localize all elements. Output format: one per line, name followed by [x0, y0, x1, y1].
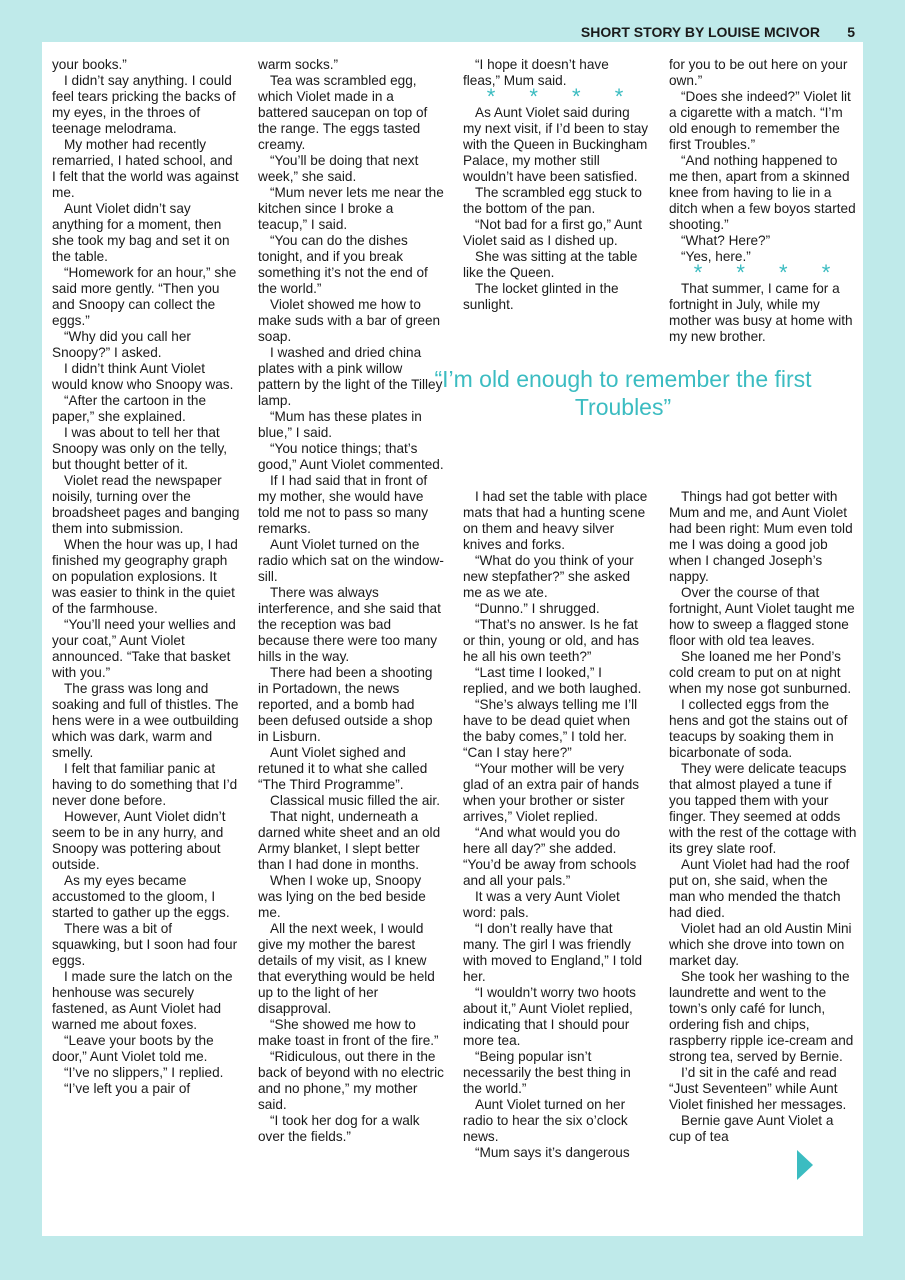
paragraph: Aunt Violet turned on her radio to hear the six o’clock news. [463, 1097, 628, 1144]
paragraph: “After the cartoon in the paper,” she explained. [52, 393, 207, 424]
column-4-bottom [669, 489, 857, 1145]
paragraph: Bernie gave Aunt Violet a cup of tea [669, 1113, 834, 1144]
paragraph: “Leave your boots by the door,” Aunt Violet told me. [52, 1033, 214, 1064]
paragraph: “Last time I looked,” I replied, and we both laughed. [463, 665, 642, 696]
paragraph: “Ridiculous, out there in the back of beyond with no electric and no phone,” my mother said. [258, 1049, 444, 1112]
right-arrow-icon [797, 1150, 813, 1180]
paragraph: My mother had recently remarried, I hated school, and I felt that the world was against me. [52, 137, 239, 200]
paragraph: “And nothing happened to me then, apart from a skinned knee from having to lie in a ditch when a few boyos started shooting.” [669, 153, 856, 232]
paragraph: “I don’t really have that many. The girl I was friendly with moved to England,” I told her. [463, 921, 643, 984]
paragraph: There was a bit of squawking, but I soon had four eggs. [52, 921, 238, 968]
paragraph: “What? Here?” [681, 233, 771, 248]
paragraph: Violet showed me how to make suds with a bar of green soap. [258, 297, 441, 344]
paragraph: “You’ll be doing that next week,” she said. [258, 153, 419, 184]
paragraph: The scrambled egg stuck to the bottom of the pan. [463, 185, 642, 216]
paragraph: The locket glinted in the sunlight. [463, 281, 619, 312]
paragraph: They were delicate teacups that almost played a tune if you tapped them with your finger. They seemed at odds with the rest of the cottage with its grey slate roof. [669, 761, 857, 856]
paragraph: Over the course of that fortnight, Aunt Violet taught me how to sweep a flagged stone floor with old tea leaves. [669, 585, 855, 648]
paragraph: “You’ll need your wellies and your coat,” Aunt Violet announced. “Take that basket with you.” [52, 617, 236, 680]
paragraph: “That’s no answer. Is he fat or thin, young or old, and has he all his own teeth?” [463, 617, 640, 664]
paragraph: I made sure the latch on the henhouse was securely fastened, as Aunt Violet had warned me about foxes. [52, 969, 233, 1032]
paragraph: “I hope it doesn’t have fleas,” Mum said. [463, 57, 609, 88]
paragraph: I didn’t think Aunt Violet would know who Snoopy was. [52, 361, 234, 392]
paragraph: “Your mother will be very glad of an extra pair of hands when your brother or sister arrives,” Violet replied. [463, 761, 640, 824]
paragraph: “Mum says it’s dangerous [475, 1145, 630, 1160]
paragraph: “I’ve left you a pair of [64, 1081, 191, 1096]
paragraph: However, Aunt Violet didn’t seem to be in any hurry, and Snoopy was pottering about outside. [52, 809, 226, 872]
paragraph: She was sitting at the table like the Queen. [463, 249, 638, 280]
column-3-top [463, 57, 649, 313]
paragraph: The grass was long and soaking and full of thistles. The hens were in a wee outbuilding which was dark, warm and smelly. [52, 681, 239, 760]
column-1 [52, 57, 240, 1097]
paragraph: your books.” [52, 57, 127, 72]
paragraph: As Aunt Violet said during my next visit, if I’d been to stay with the Queen in Buckingham Palace, my mother still wouldn’t have been satisfied. [463, 105, 649, 184]
column-2 [258, 57, 444, 1145]
paragraph: “She’s always telling me I’ll have to be dead quiet when the baby comes,” I told her. “Can I stay here?” [463, 697, 638, 760]
paragraph: Aunt Violet turned on the radio which sat on the window-sill. [258, 537, 444, 584]
paragraph: She took her washing to the laundrette and went to the town’s only café for lunch, ordering fish and chips, raspberry ripple ice-cream and strong tea, served by Bernie. [669, 969, 854, 1064]
paragraph: Aunt Violet didn’t say anything for a moment, then she took my bag and set it on the table. [52, 201, 230, 264]
paragraph: “What do you think of your new stepfather?” she asked me as we ate. [463, 553, 634, 600]
paragraph: I had set the table with place mats that had a hunting scene on them and heavy silver knives and forks. [463, 489, 648, 552]
paragraph: I was about to tell her that Snoopy was only on the telly, but thought better of it. [52, 425, 228, 472]
paragraph: That night, underneath a darned white sheet and an old Army blanket, I slept better than I had done in months. [258, 809, 441, 872]
paragraph: It was a very Aunt Violet word: pals. [463, 889, 620, 920]
paragraph: “Yes, here.” [681, 249, 751, 264]
paragraph: warm socks.” [258, 57, 339, 72]
paragraph: “Dunno.” I shrugged. [475, 601, 600, 616]
paragraph: for you to be out here on your own.” [669, 57, 848, 88]
paragraph: “She showed me how to make toast in front of the fire.” [258, 1017, 439, 1048]
column-4-top [669, 57, 857, 345]
section-break-stars: * * * * [486, 84, 638, 109]
paragraph: There was always interference, and she said that the reception was bad because there were too many hills in the way. [258, 585, 441, 664]
paragraph: All the next week, I would give my mother the barest details of my visit, as I knew that everything would be held up to the light of her disapproval. [258, 921, 435, 1016]
paragraph: Things had got better with Mum and me, and Aunt Violet had been right: Mum even told me I was doing a good job when I changed Joseph’s nappy. [669, 489, 853, 584]
paragraph: “I’ve no slippers,” I replied. [64, 1065, 224, 1080]
paragraph: “You can do the dishes tonight, and if you break something it’s not the end of the world.” [258, 233, 428, 296]
paragraph: As my eyes became accustomed to the gloom, I started to gather up the eggs. [52, 873, 230, 920]
paragraph: There had been a shooting in Portadown, the news reported, and a bomb had been defused outside a shop in Lisburn. [258, 665, 433, 744]
paragraph: “Mum has these plates in blue,” I said. [258, 409, 422, 440]
paragraph: “Mum never lets me near the kitchen since I broke a teacup,” I said. [258, 185, 444, 232]
paragraph: That summer, I came for a fortnight in July, while my mother was busy at home with my new brother. [669, 281, 853, 344]
paragraph: “Does she indeed?” Violet lit a cigarette with a match. “I’m old enough to remember the first Troubles.” [669, 89, 851, 152]
paragraph: “Being popular isn’t necessarily the best thing in the world.” [463, 1049, 631, 1096]
paragraph: “Homework for an hour,” she said more gently. “Then you and Snoopy can collect the eggs.” [52, 265, 237, 328]
paragraph: Aunt Violet had had the roof put on, she said, when the man who mended the thatch had died. [669, 857, 850, 920]
paragraph: I collected eggs from the hens and got the stains out of teacups by soaking them in bicarbonate of soda. [669, 697, 848, 760]
pull-quote: “I’m old enough to remember the first Troubles” [434, 366, 812, 420]
paragraph: When I woke up, Snoopy was lying on the bed beside me. [258, 873, 426, 920]
paragraph: I felt that familiar panic at having to do something that I’d never done before. [52, 761, 238, 808]
paragraph: If I had said that in front of my mother, she would have told me not to pass so many remarks. [258, 473, 429, 536]
paragraph: Classical music filled the air. [270, 793, 440, 808]
section-break-stars: * * * * [693, 260, 845, 285]
page-number: 5 [847, 24, 855, 40]
paragraph: I’d sit in the café and read “Just Seventeen” while Aunt Violet finished her messages. [669, 1065, 847, 1112]
paragraph: Violet had an old Austin Mini which she drove into town on market day. [669, 921, 852, 968]
paragraph: Tea was scrambled egg, which Violet made in a battered saucepan on top of the range. The eggs tasted creamy. [258, 73, 428, 152]
paragraph: I didn’t say anything. I could feel tears pricking the backs of my eyes, in the throes of teenage melodrama. [52, 73, 236, 136]
paragraph: “You notice things; that’s good,” Aunt Violet commented. [258, 441, 444, 472]
story-header: SHORT STORY BY LOUISE MCIVOR [580, 24, 820, 40]
paragraph: “Why did you call her Snoopy?” I asked. [52, 329, 191, 360]
paragraph: She loaned me her Pond’s cold cream to put on at night when my nose got sunburned. [669, 649, 852, 696]
paragraph: Aunt Violet sighed and retuned it to what she called “The Third Programme”. [258, 745, 428, 792]
paragraph: “I wouldn’t worry two hoots about it,” Aunt Violet replied, indicating that I should pour more tea. [463, 985, 636, 1048]
column-3-bottom [463, 489, 649, 1161]
paragraph: When the hour was up, I had finished my geography graph on population explosions. It was easier to think in the quiet of the farmhouse. [52, 537, 238, 616]
paragraph: Violet read the newspaper noisily, turning over the broadsheet pages and banging them into submission. [52, 473, 240, 536]
paragraph: “I took her dog for a walk over the fields.” [258, 1113, 420, 1144]
paragraph: “Not bad for a first go,” Aunt Violet said as I dished up. [463, 217, 642, 248]
paragraph: I washed and dried china plates with a pink willow pattern by the light of the Tilley lamp. [258, 345, 443, 408]
paragraph: “And what would you do here all day?” she added. “You’d be away from schools and all your pals.” [463, 825, 637, 888]
